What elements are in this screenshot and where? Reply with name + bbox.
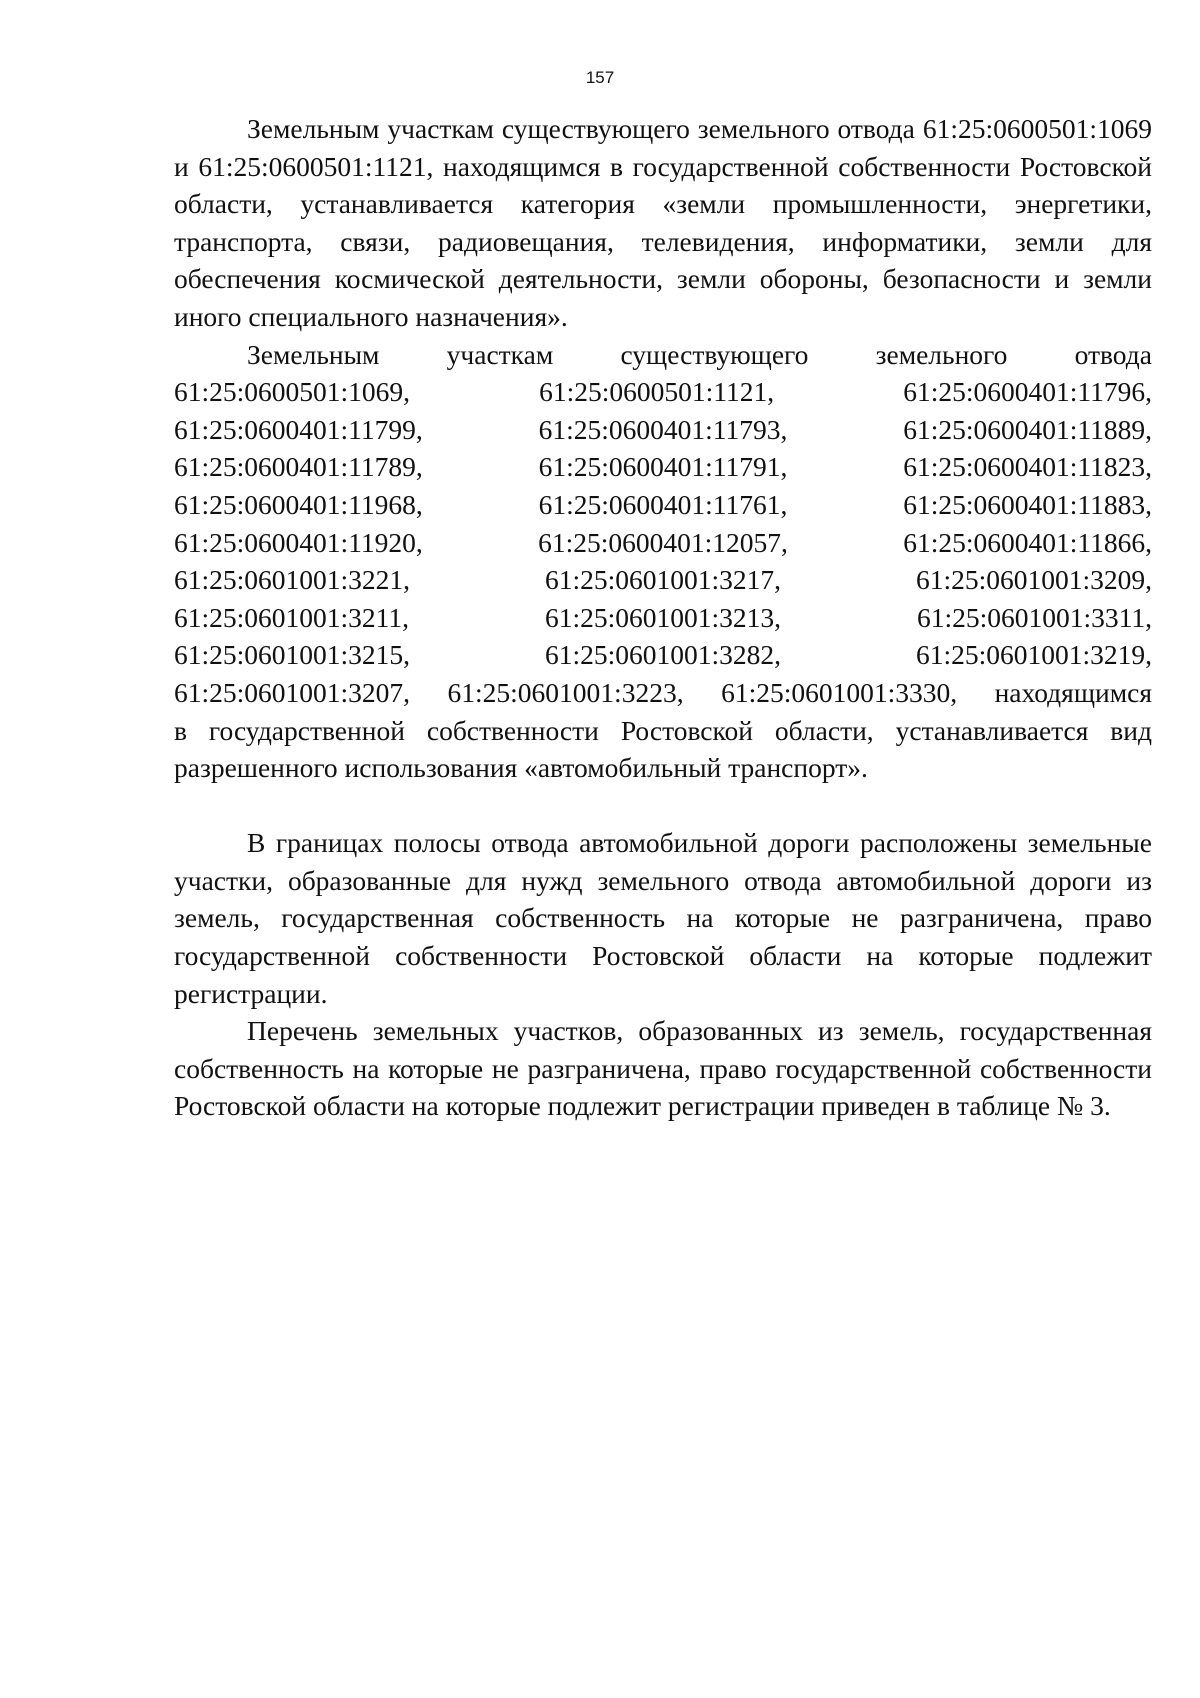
parcel-number: 61:25:0600401:11889, xyxy=(903,413,1152,445)
parcel-number: 61:25:0600401:11866, xyxy=(903,526,1152,558)
parcel-number: 61:25:0601001:3223, xyxy=(447,676,684,708)
paragraph-permitted-use-tail: в государственной собственности Ростовской области, устанавливается вид разрешенного использования «автомобильный транспорт». xyxy=(174,714,1152,784)
parcel-row xyxy=(174,373,1152,411)
paragraph-road-boundaries: В границах полосы отвода автомобильной дороги расположены земельные участки, образованные для нужд земельного отвода автомобильной дороги из земель, государственная собственность на которые не разграничена, право государственной собственности Ростовской области на которые подлежит регистрации. xyxy=(174,827,1152,1009)
parcel-number: 61:25:0600401:11796, xyxy=(903,376,1152,408)
parcel-row-word: находящимся xyxy=(994,676,1152,708)
page-number: 157 xyxy=(585,68,615,87)
parcel-number: 61:25:0601001:3221, xyxy=(174,564,411,596)
parcel-number: 61:25:0600401:11883, xyxy=(903,488,1152,520)
intro-word: участкам xyxy=(446,338,554,370)
intro-word: отвода xyxy=(1074,338,1152,370)
parcel-row-last xyxy=(174,674,1152,712)
intro-word: Земельным xyxy=(247,338,380,370)
parcel-row xyxy=(174,524,1152,562)
parcel-number: 61:25:0601001:3207, xyxy=(174,676,411,708)
paragraph-land-category: Земельным участкам существующего земельного отвода 61:25:0600501:1069 и 61:25:0600501:1121, находящимся в государственной собственности Ростовской области, устанавливается категория «земли промышленности, энергетики, транспорта, связи, радиовещания, телевидения, информатики, земли для обеспечения космической деятельности, земли обороны, безопасности и земли иного специального назначения». xyxy=(174,113,1152,332)
parcel-number: 61:25:0601001:3219, xyxy=(915,639,1152,671)
parcel-number: 61:25:0600401:11761, xyxy=(538,488,788,520)
parcel-number: 61:25:0601001:3330, xyxy=(721,676,958,708)
intro-word: земельного xyxy=(875,338,1008,370)
parcel-number: 61:25:0601001:3209, xyxy=(915,564,1152,596)
parcel-number: 61:25:0600401:11823, xyxy=(903,451,1152,483)
document-body xyxy=(174,110,1152,1125)
parcel-row xyxy=(174,599,1152,637)
parcel-number: 61:25:0601001:3213, xyxy=(544,601,782,633)
parcel-number: 61:25:0600401:11920, xyxy=(174,526,423,558)
parcel-number: 61:25:0600401:11789, xyxy=(174,451,423,483)
parcel-number: 61:25:0600401:11791, xyxy=(538,451,788,483)
parcel-number: 61:25:0601001:3282, xyxy=(544,639,782,671)
parcel-number: 61:25:0601001:3311, xyxy=(916,601,1152,633)
paragraph-permitted-use xyxy=(174,336,1152,787)
parcel-row xyxy=(174,636,1152,674)
parcel-number: 61:25:0601001:3211, xyxy=(174,601,410,633)
parcel-row xyxy=(174,561,1152,599)
parcel-number-list xyxy=(174,373,1152,711)
paragraph-intro-line xyxy=(174,336,1152,374)
parcel-number: 61:25:0600501:1121, xyxy=(539,376,775,408)
parcel-number: 61:25:0600401:11799, xyxy=(174,413,423,445)
parcel-number: 61:25:0600401:12057, xyxy=(538,526,788,558)
parcel-row xyxy=(174,411,1152,449)
intro-word: существующего xyxy=(620,338,809,370)
parcel-row xyxy=(174,486,1152,524)
parcel-number: 61:25:0600401:11793, xyxy=(538,413,788,445)
parcel-row xyxy=(174,448,1152,486)
parcel-number: 61:25:0600501:1069, xyxy=(174,376,411,408)
parcel-number: 61:25:0601001:3215, xyxy=(174,639,411,671)
parcel-number: 61:25:0601001:3217, xyxy=(544,564,782,596)
parcel-number: 61:25:0600401:11968, xyxy=(174,488,423,520)
paragraph-table-reference: Перечень земельных участков, образованных из земель, государственная собственность на которые не разграничена, право государственной собственности Ростовской области на которые подлежит регистрации приведен в таблице № 3. xyxy=(174,1015,1152,1122)
